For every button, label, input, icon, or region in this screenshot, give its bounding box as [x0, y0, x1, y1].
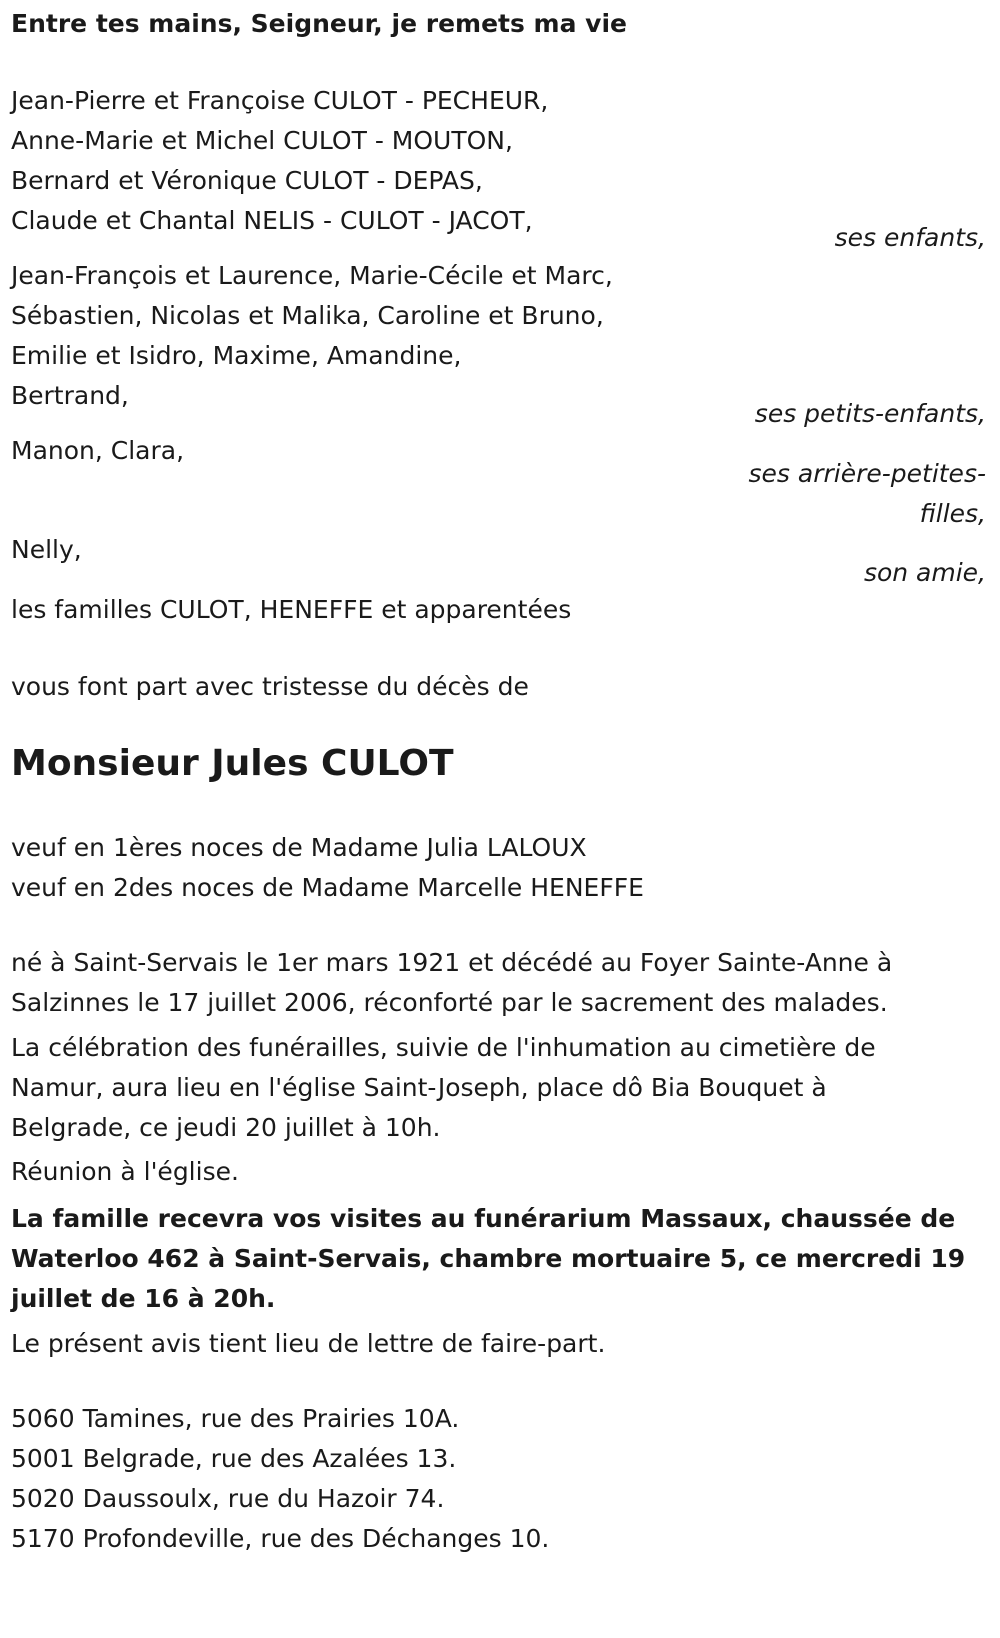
grandchildren-role: ses petits-enfants, [754, 399, 986, 428]
funeral-paragraph [11, 1028, 876, 1148]
children-line: Claude et Chantal NELIS - CULOT - JACOT, [11, 206, 533, 235]
meeting-line: Réunion à l'église. [11, 1157, 239, 1186]
friend-line: Nelly, [11, 535, 82, 564]
visits-line: Waterloo 462 à Saint-Servais, chambre mortuaire 5, ce mercredi 19 [11, 1244, 966, 1273]
address-line: 5170 Profondeville, rue des Déchanges 10. [11, 1524, 550, 1553]
great-grandchildren-line: Manon, Clara, [11, 436, 185, 465]
great-grandchildren-role [749, 454, 987, 534]
grandchildren-line: Bertrand, [11, 381, 129, 410]
address-line: 5060 Tamines, rue des Prairies 10A. [11, 1404, 460, 1433]
children-line: Anne-Marie et Michel CULOT - MOUTON, [11, 126, 513, 155]
birth-death-line: né à Saint-Servais le 1er mars 1921 et décédé au Foyer Sainte-Anne à [11, 948, 893, 977]
widower-block [11, 828, 644, 908]
visits-line: La famille recevra vos visites au funérarium Massaux, chaussée de [11, 1204, 956, 1233]
address-line: 5001 Belgrade, rue des Azalées 13. [11, 1444, 457, 1473]
children-names [11, 81, 548, 241]
visits-line: juillet de 16 à 20h. [11, 1284, 276, 1313]
notice-line: Le présent avis tient lieu de lettre de faire-part. [11, 1329, 606, 1358]
great-grandchildren-names [11, 431, 184, 471]
widower-line: veuf en 1ères noces de Madame Julia LALOUX [11, 833, 587, 862]
great-grandchildren-role-line: filles, [919, 499, 986, 528]
grandchildren-line: Sébastien, Nicolas et Malika, Caroline et Bruno, [11, 301, 604, 330]
friend-role: son amie, [863, 558, 986, 587]
families-line: les familles CULOT, HENEFFE et apparentées [11, 595, 572, 624]
birth-death-paragraph [11, 943, 892, 1023]
widower-line: veuf en 2des noces de Madame Marcelle HENEFFE [11, 873, 644, 902]
grandchildren-line: Emilie et Isidro, Maxime, Amandine, [11, 341, 462, 370]
great-grandchildren-role-line: ses arrière-petites- [748, 459, 986, 488]
opening-verse: Entre tes mains, Seigneur, je remets ma vie [11, 9, 628, 38]
visits-paragraph [11, 1199, 965, 1319]
address-line: 5020 Daussoulx, rue du Hazoir 74. [11, 1484, 445, 1513]
deceased-name: Monsieur Jules CULOT [11, 743, 454, 784]
funeral-line: Belgrade, ce jeudi 20 juillet à 10h. [11, 1113, 441, 1142]
funeral-line: Namur, aura lieu en l'église Saint-Joseph, place dô Bia Bouquet à [11, 1073, 827, 1102]
children-line: Bernard et Véronique CULOT - DEPAS, [11, 166, 483, 195]
friend-names [11, 530, 82, 570]
children-line: Jean-Pierre et Françoise CULOT - PECHEUR, [11, 86, 549, 115]
announcement-line: vous font part avec tristesse du décès de [11, 672, 529, 701]
birth-death-line: Salzinnes le 17 juillet 2006, réconforté par le sacrement des malades. [11, 988, 888, 1017]
addresses-block [11, 1399, 549, 1559]
grandchildren-line: Jean-François et Laurence, Marie-Cécile et Marc, [11, 261, 613, 290]
children-role: ses enfants, [834, 223, 986, 252]
grandchildren-names [11, 256, 613, 416]
funeral-line: La célébration des funérailles, suivie de l'inhumation au cimetière de [11, 1033, 876, 1062]
